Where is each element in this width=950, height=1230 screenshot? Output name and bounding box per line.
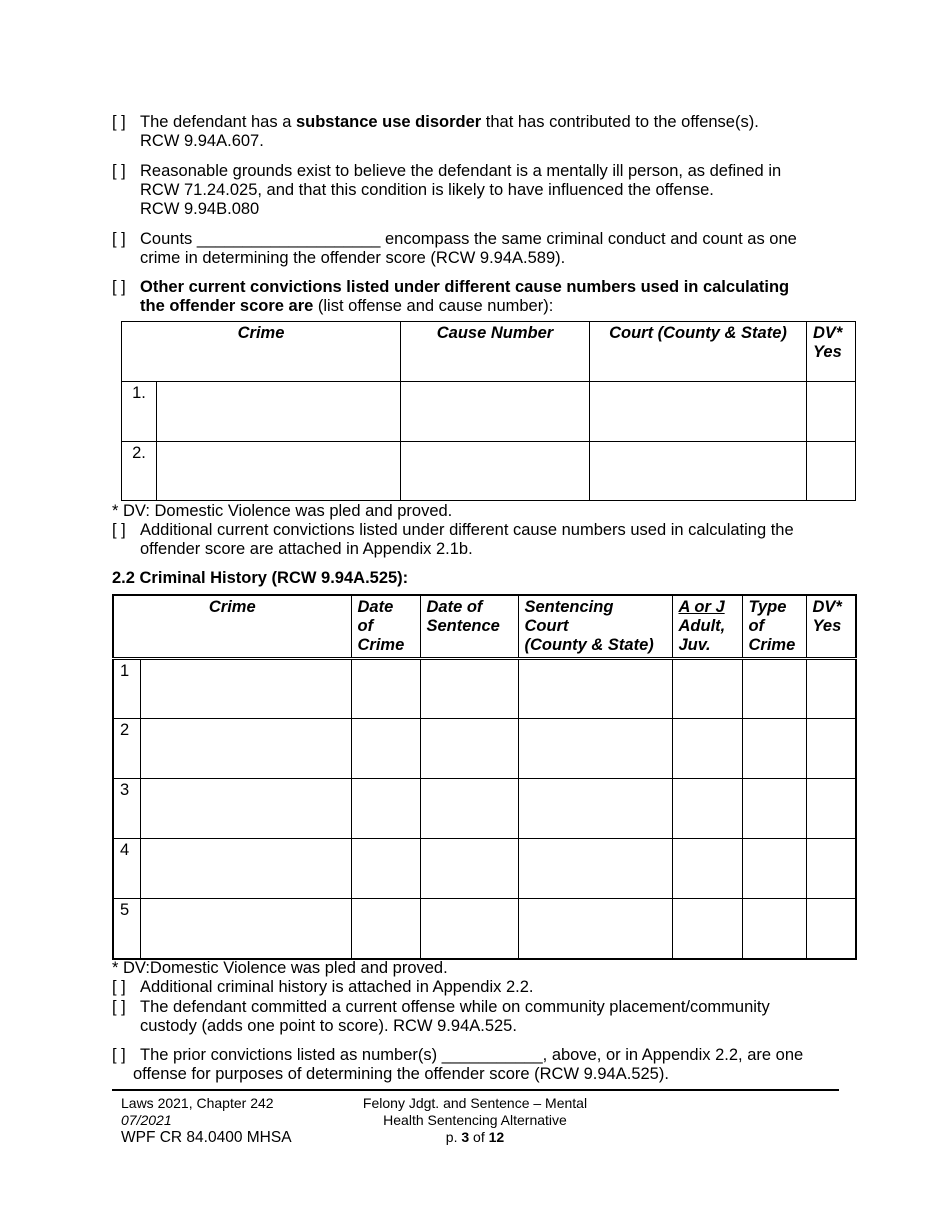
header-line: Type bbox=[748, 598, 787, 616]
community-line-1: The defendant committed a current offense while on community placement/community bbox=[140, 998, 770, 1016]
header-line: of bbox=[748, 617, 765, 635]
footer-title-2: Health Sentencing Alternative bbox=[383, 1112, 567, 1128]
footer-date: 07/2021 bbox=[121, 1112, 172, 1128]
community-line-2: custody (adds one point to score). RCW 9.94A.525. bbox=[140, 1017, 517, 1035]
header-line: DV* bbox=[812, 598, 842, 616]
additional-current-item bbox=[112, 521, 794, 559]
footer-page-num: 3 bbox=[461, 1129, 470, 1145]
other-bold-2: the offender score are bbox=[140, 297, 314, 315]
dv-cell[interactable] bbox=[806, 899, 856, 959]
court-cell[interactable] bbox=[590, 382, 807, 442]
section-heading: 2.2 Criminal History (RCW 9.94A.525): bbox=[112, 569, 409, 587]
header-line: Yes bbox=[812, 617, 842, 635]
crime-cell[interactable] bbox=[140, 659, 351, 719]
crime-cell[interactable] bbox=[140, 719, 351, 779]
row-number: 4 bbox=[113, 839, 140, 899]
date-sentence-cell[interactable] bbox=[420, 659, 518, 719]
checkbox[interactable]: [ ] bbox=[112, 230, 126, 248]
cause-cell[interactable] bbox=[401, 382, 590, 442]
date-crime-cell[interactable] bbox=[351, 839, 420, 899]
cause-cell[interactable] bbox=[401, 442, 590, 501]
date-sentence-cell[interactable] bbox=[420, 839, 518, 899]
table-row bbox=[122, 382, 856, 442]
table-row bbox=[113, 779, 856, 839]
court-cell[interactable] bbox=[590, 442, 807, 501]
dv-cell[interactable] bbox=[807, 382, 856, 442]
header-sentencing-court bbox=[518, 595, 672, 659]
current-convictions-table bbox=[121, 321, 856, 501]
aorj-cell[interactable] bbox=[672, 899, 742, 959]
aorj-cell[interactable] bbox=[672, 779, 742, 839]
header-dv bbox=[806, 595, 856, 659]
other-post: (list offense and cause number): bbox=[313, 297, 554, 315]
header-line: Date bbox=[357, 598, 394, 616]
type-cell[interactable] bbox=[742, 899, 806, 959]
header-date-of-sentence bbox=[420, 595, 518, 659]
checkbox[interactable]: [ ] bbox=[112, 162, 126, 180]
crime-cell[interactable] bbox=[157, 442, 401, 501]
substance-text-bold: substance use disorder bbox=[295, 113, 482, 131]
type-cell[interactable] bbox=[742, 659, 806, 719]
criminal-history-table bbox=[112, 594, 857, 960]
date-crime-cell[interactable] bbox=[351, 899, 420, 959]
mental-illness-item bbox=[112, 162, 781, 219]
table-row bbox=[122, 442, 856, 501]
header-date-of-crime bbox=[351, 595, 420, 659]
row-number: 2. bbox=[122, 442, 157, 501]
header-line: (County & State) bbox=[524, 636, 654, 654]
court-cell[interactable] bbox=[518, 659, 672, 719]
history-attached-text: Additional criminal history is attached in Appendix 2.2. bbox=[140, 978, 534, 996]
crime-cell[interactable] bbox=[140, 779, 351, 839]
footer-page-mid: of bbox=[469, 1129, 489, 1145]
table-row bbox=[113, 659, 856, 719]
mental-line-3: RCW 9.94B.080 bbox=[140, 200, 260, 218]
substance-rcw: RCW 9.94A.607. bbox=[140, 132, 264, 150]
mental-line-2: RCW 71.24.025, and that this condition is likely to have influenced the offense. bbox=[140, 181, 714, 199]
header-line: Date of bbox=[426, 598, 483, 616]
footer-title-1: Felony Jdgt. and Sentence – Mental bbox=[362, 1095, 588, 1111]
date-crime-cell[interactable] bbox=[351, 719, 420, 779]
header-line: Sentence bbox=[426, 617, 500, 635]
header-crime: Crime bbox=[122, 322, 401, 382]
court-cell[interactable] bbox=[518, 839, 672, 899]
row-number: 1 bbox=[113, 659, 140, 719]
row-number: 1. bbox=[122, 382, 157, 442]
header-type-of-crime bbox=[742, 595, 806, 659]
table-row bbox=[113, 719, 856, 779]
checkbox[interactable]: [ ] bbox=[112, 1046, 126, 1064]
additional-current-line-1: Additional current convictions listed under different cause numbers used in calculating the bbox=[140, 521, 794, 539]
footer-form: WPF CR 84.0400 MHSA bbox=[121, 1129, 292, 1146]
counts-item bbox=[112, 230, 797, 268]
crime-cell[interactable] bbox=[140, 839, 351, 899]
aorj-cell[interactable] bbox=[672, 719, 742, 779]
crime-cell[interactable] bbox=[157, 382, 401, 442]
footer-page-total: 12 bbox=[488, 1129, 505, 1145]
substance-text-pre: The defendant has a bbox=[140, 113, 296, 131]
row-number: 2 bbox=[113, 719, 140, 779]
date-sentence-cell[interactable] bbox=[420, 899, 518, 959]
header-dv-line2: Yes bbox=[813, 343, 842, 361]
checkbox[interactable]: [ ] bbox=[112, 521, 126, 539]
footer-page-pre: p. bbox=[445, 1129, 462, 1145]
checkbox[interactable]: [ ] bbox=[112, 278, 126, 296]
prior-convictions-item bbox=[112, 1046, 803, 1084]
dv-cell[interactable] bbox=[807, 442, 856, 501]
additional-current-line-2: offender score are attached in Appendix 2.1b. bbox=[140, 540, 473, 558]
header-dv-line1: DV* bbox=[813, 324, 843, 342]
counts-post: encompass the same criminal conduct and count as one bbox=[380, 230, 797, 248]
header-cause-number: Cause Number bbox=[401, 322, 590, 382]
date-sentence-cell[interactable] bbox=[420, 719, 518, 779]
footer-left bbox=[121, 1095, 292, 1146]
table-row bbox=[113, 839, 856, 899]
history-attached-item bbox=[112, 978, 533, 997]
other-convictions-item bbox=[112, 278, 789, 316]
counts-pre: Counts bbox=[140, 230, 197, 248]
prior-pre: The prior convictions listed as number(s) bbox=[140, 1046, 442, 1064]
type-cell[interactable] bbox=[742, 839, 806, 899]
header-line: Crime bbox=[748, 636, 796, 654]
header-court: Court (County & State) bbox=[590, 322, 807, 382]
date-crime-cell[interactable] bbox=[351, 659, 420, 719]
substance-text-post: that has contributed to the offense(s). bbox=[481, 113, 759, 131]
header-line: Sentencing bbox=[524, 598, 614, 616]
date-crime-cell[interactable] bbox=[351, 779, 420, 839]
header-line: Juv. bbox=[678, 636, 711, 654]
counts-line-2: crime in determining the offender score (RCW 9.94A.589). bbox=[140, 249, 566, 267]
dv-cell[interactable] bbox=[806, 839, 856, 899]
counts-blank[interactable]: ____________________ bbox=[196, 230, 381, 248]
dv-cell[interactable] bbox=[806, 719, 856, 779]
checkbox[interactable]: [ ] bbox=[112, 998, 126, 1016]
header-line: Adult, bbox=[678, 617, 726, 635]
substance-use-item bbox=[112, 113, 759, 151]
header-line: A or J bbox=[678, 598, 725, 616]
header-line: Court bbox=[524, 617, 569, 635]
type-cell[interactable] bbox=[742, 779, 806, 839]
date-sentence-cell[interactable] bbox=[420, 779, 518, 839]
dv-note-1: * DV: Domestic Violence was pled and proved. bbox=[112, 502, 453, 520]
court-cell[interactable] bbox=[518, 779, 672, 839]
mental-line-1: Reasonable grounds exist to believe the defendant is a mentally ill person, as defined in bbox=[140, 162, 782, 180]
row-number: 5 bbox=[113, 899, 140, 959]
type-cell[interactable] bbox=[742, 719, 806, 779]
aorj-cell[interactable] bbox=[672, 839, 742, 899]
crime-cell[interactable] bbox=[140, 899, 351, 959]
checkbox[interactable]: [ ] bbox=[112, 113, 126, 131]
aorj-cell[interactable] bbox=[672, 659, 742, 719]
dv-note-2: * DV:Domestic Violence was pled and proved. bbox=[112, 959, 448, 977]
court-cell[interactable] bbox=[518, 899, 672, 959]
prior-line-2: offense for purposes of determining the offender score (RCW 9.94A.525). bbox=[133, 1065, 669, 1083]
header-line: Crime bbox=[357, 636, 405, 654]
dv-cell[interactable] bbox=[806, 779, 856, 839]
other-bold-1: Other current convictions listed under different cause numbers used in calculating bbox=[140, 278, 790, 296]
header-dv bbox=[807, 322, 856, 382]
header-crime: Crime bbox=[113, 595, 351, 659]
dv-cell[interactable] bbox=[806, 659, 856, 719]
footer-law: Laws 2021, Chapter 242 bbox=[121, 1095, 274, 1111]
table-row bbox=[113, 899, 856, 959]
prior-post: , above, or in Appendix 2.2, are one bbox=[542, 1046, 804, 1064]
community-custody-item bbox=[112, 998, 770, 1036]
header-line: of bbox=[357, 617, 374, 635]
footer-rule bbox=[112, 1089, 839, 1091]
court-cell[interactable] bbox=[518, 719, 672, 779]
header-a-or-j bbox=[672, 595, 742, 659]
checkbox[interactable]: [ ] bbox=[112, 978, 126, 996]
footer-center bbox=[330, 1095, 620, 1146]
row-number: 3 bbox=[113, 779, 140, 839]
footer-page bbox=[330, 1129, 620, 1146]
prior-blank[interactable]: ___________ bbox=[441, 1046, 543, 1064]
